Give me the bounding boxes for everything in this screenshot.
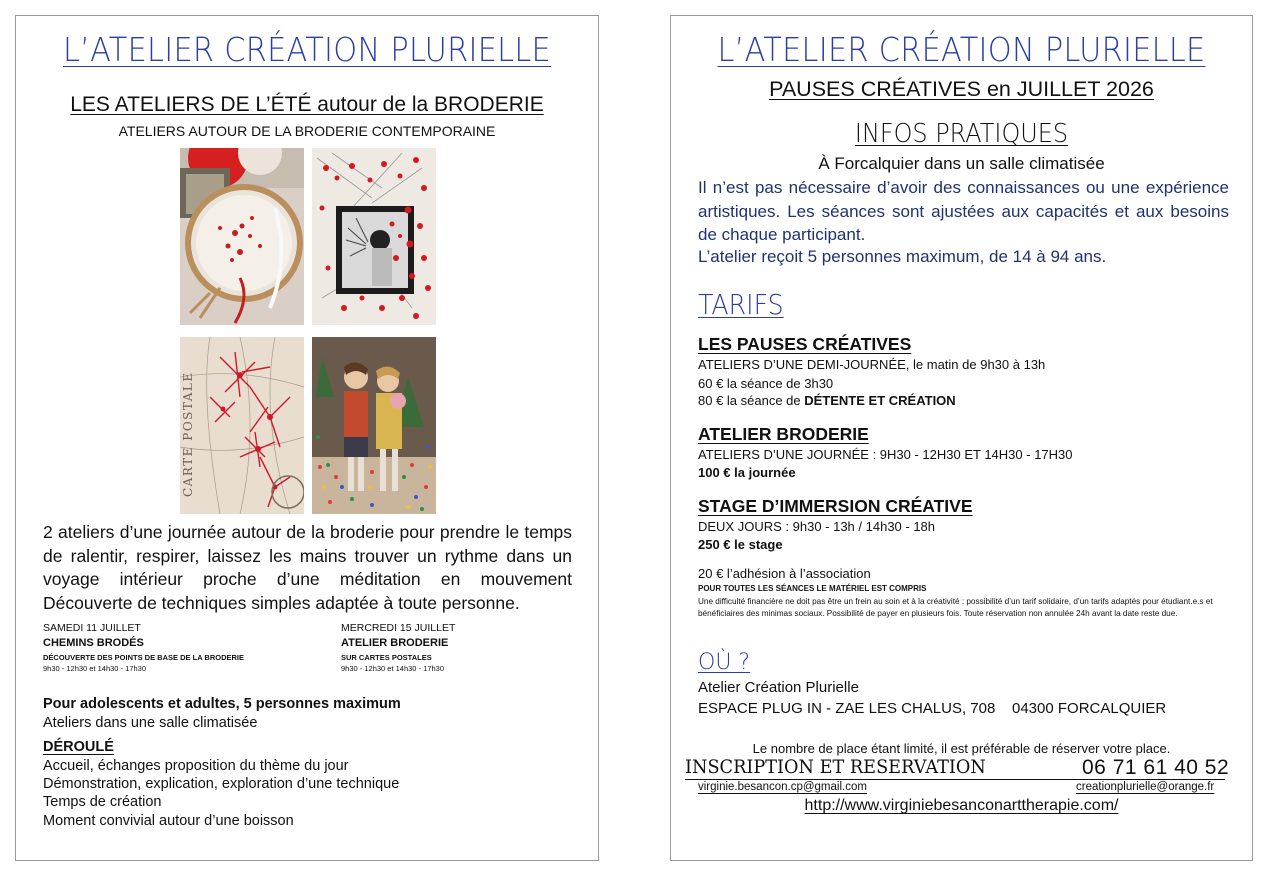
flyer-page-right xyxy=(670,15,1253,861)
flyer-page-left xyxy=(15,15,599,861)
postcard-label: CARTE POSTALE xyxy=(181,371,195,497)
email-link-gmail[interactable]: virginie.besancon.cp@gmail.com xyxy=(698,781,867,793)
session2-title: ATELIER BRODERIE xyxy=(341,637,449,649)
session1-date: SAMEDI 11 JUILLET xyxy=(43,622,141,634)
deroule-item: Démonstration, explication, exploration d’une technique xyxy=(43,776,400,792)
session1-title: CHEMINS BRODÉS xyxy=(43,637,144,649)
ou-heading: OÙ ? xyxy=(698,650,751,675)
infos-heading: INFOS PRATIQUES xyxy=(854,119,1069,149)
deroule-item: Accueil, échanges proposition du thème du jour xyxy=(43,758,349,774)
website-link[interactable]: http://www.virginiebesanconarttherapie.com/ xyxy=(804,797,1119,814)
pauses-line2: 60 € la séance de 3h30 xyxy=(698,376,834,391)
session2-subtitle: SUR CARTES POSTALES xyxy=(341,653,432,662)
embroidery-hoop-photo xyxy=(180,148,304,325)
infos-paragraph: Il n’est pas nécessaire d’avoir des connaissances ou une expérience artistiques. Les séances sont ajustées aux capacités et aux besoins de chaque participant. xyxy=(698,178,1229,244)
broderie-line2: 100 € la journée xyxy=(698,465,796,480)
adhesion-text: 20 € l’adhésion à l’association xyxy=(698,566,871,581)
stage-line1: DEUX JOURS : 9h30 - 13h / 14h30 - 18h xyxy=(698,519,936,534)
pauses-line3-prefix: 80 € la séance de xyxy=(698,393,805,408)
stage-heading: STAGE D’IMMERSION CRÉATIVE xyxy=(698,496,973,516)
pauses-line3 xyxy=(698,393,956,408)
page-subheadline: ATELIERS AUTOUR DE LA BRODERIE CONTEMPORAINE xyxy=(118,123,496,139)
phone-number[interactable]: 06 71 61 40 52 xyxy=(1082,756,1230,779)
inscription-label: INSCRIPTION ET RESERVATION xyxy=(685,756,986,778)
broderie-heading: ATELIER BRODERIE xyxy=(698,424,869,444)
brand-title: L’ATELIER CRÉATION PLURIELLE xyxy=(717,30,1206,69)
pauses-line3-bold: DÉTENTE ET CRÉATION xyxy=(804,393,956,408)
session2-hours: 9h30 - 12h30 et 14h30 - 17h30 xyxy=(341,664,445,673)
postcard-embroidery-photo xyxy=(180,337,304,514)
pauses-line1: ATELIERS D’UNE DEMI-JOURNÉE, le matin de 9h30 à 13h xyxy=(698,357,1046,372)
address-line: ESPACE PLUG IN - ZAE LES CHALUS, 708 04300 FORCALQUIER xyxy=(698,700,1167,717)
location-line: À Forcalquier dans un salle climatisée xyxy=(818,154,1105,173)
email-link-orange[interactable]: creationplurielle@orange.fr xyxy=(1076,781,1215,793)
materiel-text: POUR TOUTES LES SÉANCES LE MATÉRIEL EST COMPRIS xyxy=(698,584,927,593)
children-vintage-photo xyxy=(312,337,436,514)
session1-hours: 9h30 - 12h30 et 14h30 - 17h30 xyxy=(43,664,147,673)
tarifs-heading: TARIFS xyxy=(698,288,784,321)
deroule-item: Moment convivial autour d’une boisson xyxy=(43,813,294,829)
reservation-notice: Le nombre de place étant limité, il est préférable de réserver votre place. xyxy=(752,741,1171,756)
divider-line xyxy=(685,779,1225,780)
infos-capacity: L’atelier reçoit 5 personnes maximum, de 14 à 94 ans. xyxy=(698,247,1107,266)
broderie-line1: ATELIERS D’UNE JOURNÉE : 9H30 - 12H30 ET 14H30 - 17H30 xyxy=(698,447,1073,462)
room-text: Ateliers dans une salle climatisée xyxy=(43,715,258,731)
audience-text: Pour adolescents et adultes, 5 personnes maximum xyxy=(43,696,401,712)
fine-print: Une difficulté financière ne doit pas être un frein au soin et à la créativité : possibilité d’un tarif solidaire, d’un tarifs adaptés pour étudiant.e.s et bénéficiaires des minimas sociaux. Possibilité de payer en plusieurs fois. Toute réservation non annulée 24h avant la date reste due. xyxy=(698,597,1213,618)
session2-date: MERCREDI 15 JUILLET xyxy=(341,622,456,634)
session1-subtitle: DÉCOUVERTE DES POINTS DE BASE DE LA BRODERIE xyxy=(43,653,244,662)
pauses-heading: LES PAUSES CRÉATIVES xyxy=(698,334,912,354)
place-name: Atelier Création Plurielle xyxy=(698,679,859,696)
stage-line2: 250 € le stage xyxy=(698,537,783,552)
intro-paragraph: 2 ateliers d’une journée autour de la broderie pour prendre le temps de ralentir, respirer, laissez les mains trouver un rythme dans un voyage intérieur proche d’une méditation en mouvement Découverte de techniques simples adaptée à toute personne. xyxy=(43,522,572,613)
page-headline: PAUSES CRÉATIVES en JUILLET 2026 xyxy=(769,77,1154,101)
brand-title: L’ATELIER CRÉATION PLURIELLE xyxy=(62,30,552,69)
deroule-item: Temps de création xyxy=(43,794,162,810)
deroule-heading: DÉROULÉ xyxy=(43,739,114,755)
page-headline: LES ATELIERS DE L’ÉTÉ autour de la BRODERIE xyxy=(70,93,544,116)
embroidered-photo-girl xyxy=(312,148,436,325)
